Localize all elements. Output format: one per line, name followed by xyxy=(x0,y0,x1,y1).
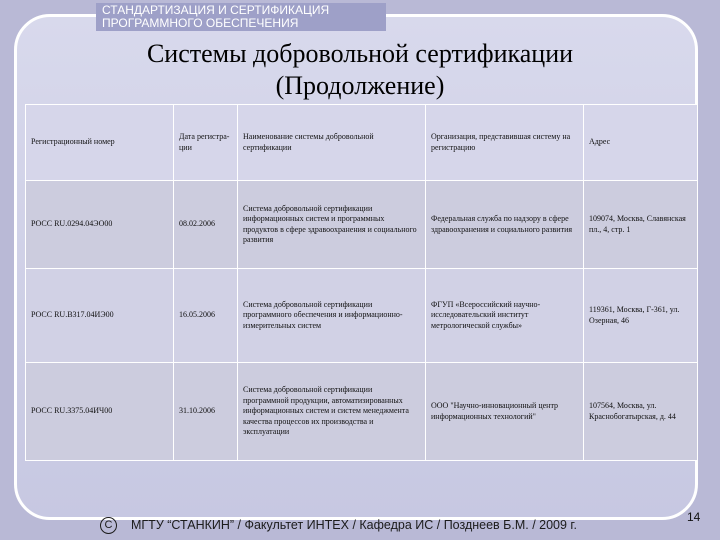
title-line-2: (Продолжение) xyxy=(275,71,445,100)
organization-cell: Федеральная служба по надзору в сфере здравоохранения и социального развития xyxy=(426,181,584,269)
table-row xyxy=(26,181,698,269)
title-line-1: Системы добровольной сертификации xyxy=(146,39,574,68)
course-line-2: ПРОГРАММНОГО ОБЕСПЕЧЕНИЯ xyxy=(102,16,299,30)
system-name-cell: Система добровольной сертификации информационных систем и программных продуктов в сфере здравоохранения и социального развития xyxy=(238,181,426,269)
table-row xyxy=(26,363,698,461)
footer-text: МГТУ “СТАНКИН” / Факультет ИНТЕХ / Кафедра ИС / Позднеев Б.М. / 2009 г. xyxy=(131,517,577,532)
organization-cell: ООО "Научно-инновационный центр информационных технологий" xyxy=(426,363,584,461)
address-cell: 119361, Москва, Г-361, ул. Озерная, 46 xyxy=(584,269,698,363)
certification-table xyxy=(25,104,698,461)
column-header: Адрес xyxy=(584,105,698,181)
column-header: Организация, представившая систему на регистрацию xyxy=(426,105,584,181)
address-cell: 107564, Москва, ул. Краснобогатырская, д. 44 xyxy=(584,363,698,461)
page-title xyxy=(0,38,720,102)
course-header xyxy=(96,3,386,31)
footer xyxy=(100,517,660,534)
reg-number-cell: РОСС RU.0294.04ЭО00 xyxy=(26,181,174,269)
copyright-icon: С xyxy=(100,517,117,534)
column-header: Регистрационный номер xyxy=(26,105,174,181)
date-cell: 31.10.2006 xyxy=(174,363,238,461)
address-cell: 109074, Москва, Славянская пл., 4, стр. 1 xyxy=(584,181,698,269)
page-number: 14 xyxy=(687,510,701,524)
column-header: Дата регистра-ции xyxy=(174,105,238,181)
reg-number-cell: РОСС RU.З375.04ИЧ00 xyxy=(26,363,174,461)
date-cell: 08.02.2006 xyxy=(174,181,238,269)
reg-number-cell: РОСС RU.В317.04ИЭ00 xyxy=(26,269,174,363)
table-row xyxy=(26,269,698,363)
date-cell: 16.05.2006 xyxy=(174,269,238,363)
table-header-row xyxy=(26,105,698,181)
column-header: Наименование системы добровольной сертификации xyxy=(238,105,426,181)
organization-cell: ФГУП «Всероссийский научно-исследовательский институт метрологической службы» xyxy=(426,269,584,363)
system-name-cell: Система добровольной сертификации программной продукции, автоматизированных информационных систем и систем менеджмента качества процессов их производства и эксплуатации xyxy=(238,363,426,461)
course-line-1: СТАНДАРТИЗАЦИЯ И СЕРТИФИКАЦИЯ xyxy=(102,3,330,17)
system-name-cell: Система добровольной сертификации программного обеспечения и информационно-измерительных систем xyxy=(238,269,426,363)
